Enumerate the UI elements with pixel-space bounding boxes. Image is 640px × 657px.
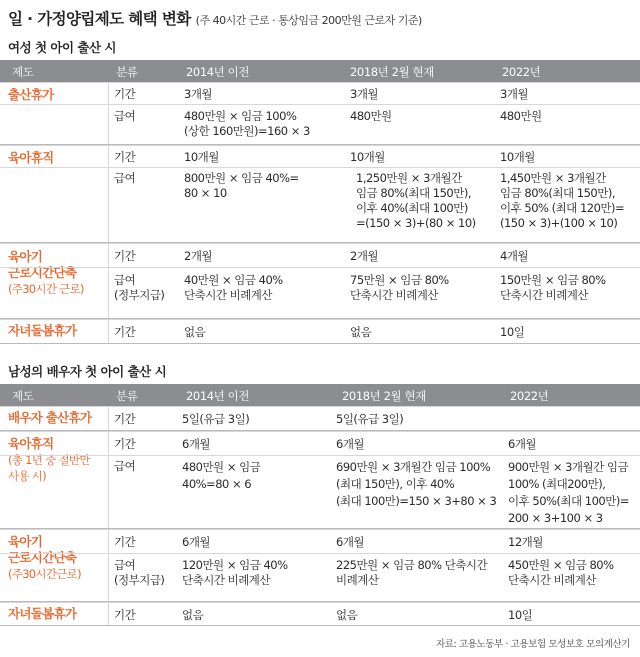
cell-2022: 10일 [500, 325, 525, 339]
cell-category: 급여 (정부지급) [114, 558, 165, 587]
cell-2018: 5일(유급 3일) [336, 412, 404, 426]
header-2022: 2022년 [510, 389, 549, 403]
cell-2014: 480만원 × 임금 40%=80 × 6 [182, 460, 261, 491]
title-main: 일 · 가정양립제도 혜택 변화 [8, 10, 191, 28]
cell-2022: 1,450만원 × 3개월간 임금 80%(최대 150만), 이후 50% (최대 120만)= (150 × 3)+(100 × 10) [500, 171, 625, 230]
cell-2014: 800만원 × 임금 40%= 80 × 10 [184, 171, 299, 200]
cell-category: 기간 [114, 437, 136, 451]
table-row [0, 104, 640, 144]
cell-2018: 2개월 [350, 249, 379, 263]
cell-2018: 1,250만원 × 3개월간 임금 80%(최대 150만), 이후 40%(최대 100만) =(150 × 3)+(80 × 10) [356, 171, 476, 230]
row-group-reduced-hours [0, 529, 640, 602]
cell-2014: 6개월 [182, 535, 211, 549]
table-row [0, 602, 640, 625]
header-2018: 2018년 2월 현재 [342, 389, 426, 403]
label-paternity-leave: 배우자 출산휴가 [8, 410, 92, 425]
cell-2018: 없음 [350, 325, 372, 339]
cell-2018: 10개월 [350, 150, 385, 164]
cell-2022: 10개월 [500, 150, 535, 164]
label-childcare-leave: 자녀돌봄휴가 [8, 606, 77, 621]
cell-2014: 5일(유급 3일) [182, 412, 250, 426]
label-reduced-hours: 육아기 근로시간단축 (주30시간 근로) [8, 249, 84, 296]
section-heading-men: 남성의 배우자 첫 아이 출산 시 [8, 364, 167, 379]
row-group-childcare-leave [0, 602, 640, 626]
row-group-paternity-leave [0, 406, 640, 431]
cell-category: 기간 [114, 325, 136, 339]
cell-category: 기간 [114, 150, 136, 164]
table-row [0, 529, 640, 553]
cell-2022: 3개월 [500, 87, 529, 101]
table-women [0, 60, 640, 344]
table-row [0, 145, 640, 167]
cell-2018: 6개월 [336, 437, 365, 451]
cell-category: 급여 [114, 459, 136, 473]
row-group-maternity-leave [0, 82, 640, 145]
cell-category: 기간 [114, 87, 136, 101]
cell-2014: 120만원 × 임금 40% 단축시간 비례계산 [182, 558, 288, 587]
cell-category: 급여 (정부지급) [114, 273, 165, 302]
table-row [0, 267, 640, 318]
source-note: 자료: 고용노동부 · 고용보험 모성보호 모의계산기 [435, 639, 630, 650]
cell-2022: 10일 [508, 608, 533, 622]
cell-2014: 없음 [182, 608, 204, 622]
header-2014: 2014년 이전 [186, 389, 250, 403]
cell-2018: 6개월 [336, 535, 365, 549]
label-maternity-leave: 출산휴가 [8, 87, 54, 102]
row-group-parental-leave [0, 431, 640, 529]
cell-category: 기간 [114, 535, 136, 549]
table-row [0, 243, 640, 267]
cell-2022: 6개월 [508, 437, 537, 451]
cell-category: 기간 [114, 412, 136, 426]
table-row [0, 431, 640, 455]
table-row [0, 553, 640, 601]
cell-category: 기간 [114, 608, 136, 622]
row-group-reduced-hours [0, 243, 640, 319]
cell-category: 기간 [114, 249, 136, 263]
header-2022: 2022년 [502, 65, 541, 79]
cell-2014: 10개월 [184, 150, 219, 164]
cell-2022: 12개월 [508, 535, 543, 549]
cell-2014: 없음 [184, 325, 206, 339]
header-2018: 2018년 2월 현재 [350, 65, 434, 79]
cell-2018: 480만원 [350, 109, 392, 123]
label-childcare-leave: 자녀돌봄휴가 [8, 323, 77, 338]
cell-2022: 150만원 × 임금 80% 단축시간 비례계산 [500, 273, 606, 302]
section-heading-women: 여성 첫 아이 출산 시 [8, 40, 117, 55]
cell-category: 급여 [114, 171, 136, 185]
header-category: 분류 [116, 65, 138, 79]
title-subtitle: (주 40시간 근로 · 통상임금 200만원 근로자 기준) [195, 14, 422, 27]
infographic-title [8, 7, 422, 29]
label-parental-leave: 육아휴직 [8, 150, 54, 165]
cell-2022: 450만원 × 임금 80% 단축시간 비례계산 [508, 558, 614, 587]
cell-2018: 3개월 [350, 87, 379, 101]
row-group-parental-leave [0, 145, 640, 243]
cell-2014: 40만원 × 임금 40% 단축시간 비례계산 [184, 273, 283, 302]
header-2014: 2014년 이전 [186, 65, 250, 79]
table-header [0, 384, 640, 406]
table-header [0, 60, 640, 82]
cell-2014: 3개월 [184, 87, 213, 101]
cell-2014: 480만원 × 임금 100% (상한 160만원)=160 × 3 [184, 109, 310, 138]
table-row [0, 82, 640, 104]
header-category: 분류 [116, 389, 138, 403]
header-system: 제도 [12, 65, 34, 79]
label-parental-leave: 육아휴직 (총 1년 중 절반만 사용 시) [8, 436, 90, 483]
label-reduced-hours: 육아기 근로시간단축 (주30시간근로) [8, 534, 81, 581]
table-row [0, 319, 640, 343]
table-row [0, 167, 640, 242]
cell-2022: 900만원 × 3개월간 임금 100% (최대200만), 이후 50%(최대 100만)= 200 × 3+100 × 3 [508, 460, 629, 525]
cell-2014: 6개월 [182, 437, 211, 451]
cell-2018: 없음 [336, 608, 358, 622]
cell-2018: 225만원 × 임금 80% 단축시간 비례계산 [336, 558, 488, 587]
cell-2018: 690만원 × 3개월간 임금 100% (최대 150만), 이후 40% (최대 100만)=150 × 3+80 × 3 [336, 460, 497, 508]
table-men [0, 384, 640, 626]
cell-2022: 4개월 [500, 249, 529, 263]
table-row [0, 455, 640, 528]
header-system: 제도 [12, 389, 34, 403]
cell-2018: 75만원 × 임금 80% 단축시간 비례계산 [350, 273, 449, 302]
cell-2014: 2개월 [184, 249, 213, 263]
row-group-childcare-leave [0, 319, 640, 344]
cell-category: 급여 [114, 109, 136, 123]
cell-2022: 480만원 [500, 109, 542, 123]
table-row [0, 406, 640, 430]
